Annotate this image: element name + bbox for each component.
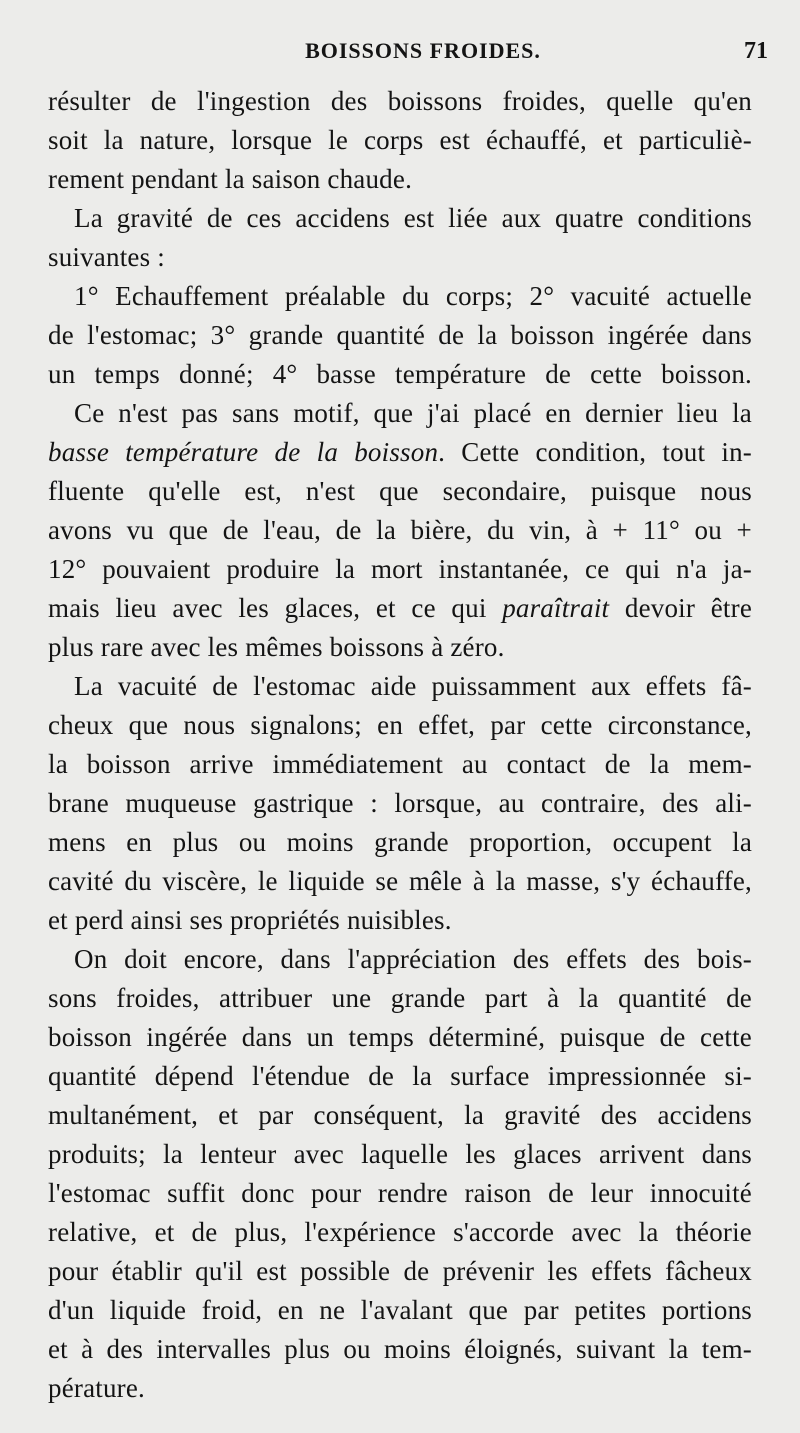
- text-fragment: . Cette condition, tout in-: [438, 437, 752, 467]
- text-line: Ce n'est pas sans motif, que j'ai placé en dernier lieu la: [74, 398, 752, 428]
- text-line: résulter de l'ingestion des boissons froides, quelle qu'en: [48, 86, 752, 116]
- text-line: la boisson arrive immédiatement au contact de la mem-: [48, 749, 752, 779]
- italic-phrase: basse température de la boisson: [48, 437, 439, 467]
- text-line: rement pendant la saison chaude.: [48, 164, 413, 194]
- text-line: d'un liquide froid, en ne l'avalant que par petites portions: [48, 1295, 752, 1325]
- text-line: La vacuité de l'estomac aide puissamment aux effets fâ-: [74, 671, 752, 701]
- text-line: et à des intervalles plus ou moins éloignés, suivant la tem-: [48, 1334, 752, 1364]
- running-head: BOISSONS FROIDES.: [305, 38, 541, 63]
- text-line: La gravité de ces accidens est liée aux quatre conditions: [74, 203, 752, 233]
- text-line: un temps donné; 4° basse température de cette boisson.: [48, 359, 752, 389]
- text-line: cavité du viscère, le liquide se mêle à la masse, s'y échauffe,: [48, 866, 752, 896]
- text-line: sons froides, attribuer une grande part à la quantité de: [48, 983, 752, 1013]
- text-line: brane muqueuse gastrique : lorsque, au contraire, des ali-: [48, 788, 752, 818]
- text-line: suivantes :: [48, 242, 165, 272]
- text-fragment: devoir être: [609, 593, 752, 623]
- text-line: 12° pouvaient produire la mort instantanée, ce qui n'a ja-: [48, 554, 752, 584]
- text-line: soit la nature, lorsque le corps est échauffé, et particuliè-: [48, 125, 752, 155]
- text-line: On doit encore, dans l'appréciation des effets des bois-: [74, 944, 752, 974]
- text-line-with-italic: [48, 433, 752, 472]
- text-line: cheux que nous signalons; en effet, par cette circonstance,: [48, 710, 752, 740]
- text-line: l'estomac suffit donc pour rendre raison de leur innocuité: [48, 1178, 752, 1208]
- text-line: avons vu que de l'eau, de la bière, du vin, à + 11° ou +: [48, 515, 752, 545]
- page-number: 71: [744, 38, 768, 64]
- page-header: [48, 38, 768, 72]
- text-line: multanément, et par conséquent, la gravité des accidens: [48, 1100, 752, 1130]
- text-line: relative, et de plus, l'expérience s'accorde avec la théorie: [48, 1217, 752, 1247]
- text-line: quantité dépend l'étendue de la surface impressionnée si-: [48, 1061, 752, 1091]
- text-fragment: mais lieu avec les glaces, et ce qui: [48, 593, 503, 623]
- italic-word: paraîtrait: [502, 593, 610, 623]
- text-line: pour établir qu'il est possible de prévenir les effets fâcheux: [48, 1256, 752, 1286]
- text-line: produits; la lenteur avec laquelle les glaces arrivent dans: [48, 1139, 752, 1169]
- text-line: pérature.: [48, 1373, 145, 1403]
- body-text: [48, 82, 752, 1408]
- text-line-with-italic: [48, 589, 752, 628]
- text-line: de l'estomac; 3° grande quantité de la boisson ingérée dans: [48, 320, 752, 350]
- text-line: fluente qu'elle est, n'est que secondaire, puisque nous: [48, 476, 752, 506]
- text-line: plus rare avec les mêmes boissons à zéro.: [48, 632, 505, 662]
- text-line: et perd ainsi ses propriétés nuisibles.: [48, 905, 452, 935]
- text-line: mens en plus ou moins grande proportion, occupent la: [48, 827, 752, 857]
- text-line: 1° Echauffement préalable du corps; 2° vacuité actuelle: [74, 281, 752, 311]
- text-line: boisson ingérée dans un temps déterminé, puisque de cette: [48, 1022, 752, 1052]
